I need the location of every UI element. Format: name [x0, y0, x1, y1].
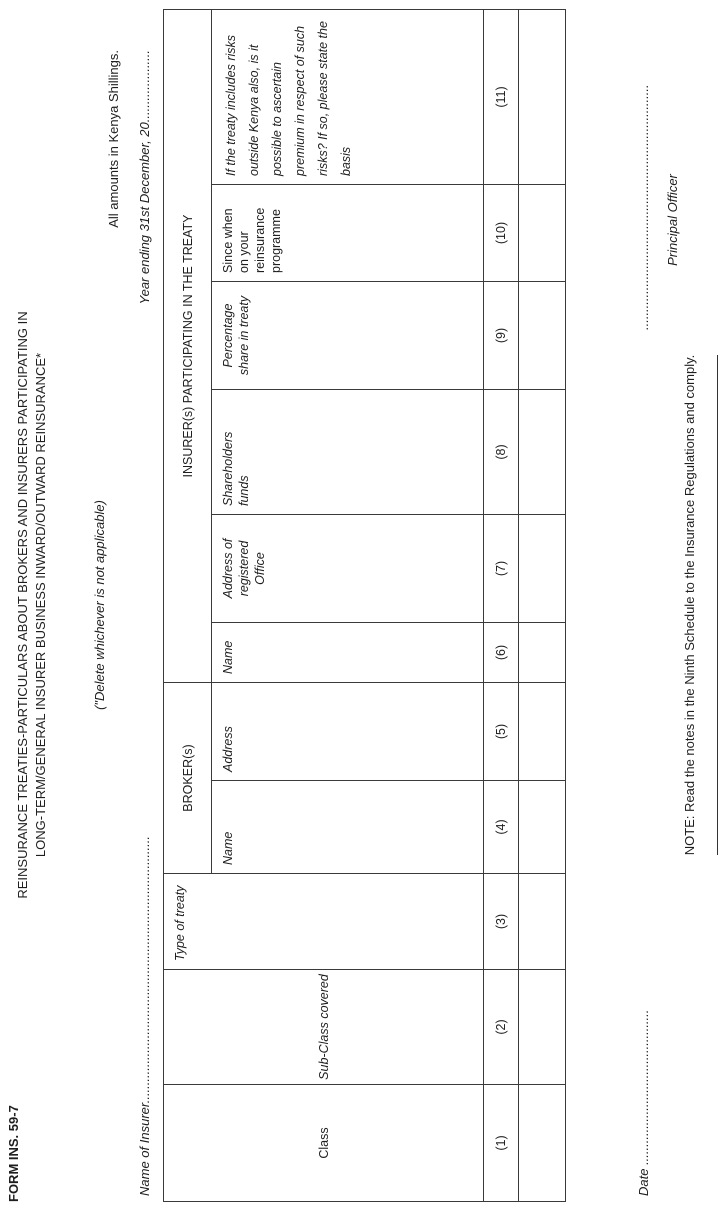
year-ending-field: Year ending 31st December, 20.................... — [137, 50, 152, 305]
header-group-row — [164, 10, 212, 1202]
col-type-of-treaty: Type of treaty — [164, 874, 484, 970]
col-number: (2) — [484, 970, 519, 1085]
principal-officer-label: Principal Officer — [665, 174, 680, 266]
col-broker-name: Name — [212, 781, 484, 874]
entry-cell-risks-outside[interactable] — [519, 10, 566, 185]
col-number: (7) — [484, 515, 519, 623]
col-since-when: Since when on your reinsurance programme — [212, 185, 484, 282]
col-risks-outside-kenya: If the treaty includes risks outside Kenya also, is it possible to ascertain premium in respect of such risks? If so, please state the basis — [212, 10, 484, 185]
date-field: Date ........................................... — [636, 1009, 651, 1196]
form-code: FORM INS. 59-7 — [6, 1105, 21, 1202]
col-number: (5) — [484, 683, 519, 781]
amounts-note: All amounts in Kenya Shillings. — [106, 50, 121, 228]
col-shareholders-funds: Shareholders funds — [212, 390, 484, 515]
entry-cell-class[interactable] — [519, 1085, 566, 1202]
title-line-2: LONG-TERM/GENERAL INSURER BUSINESS INWARD/OUTWARD REINSURANCE* — [33, 352, 48, 858]
name-of-insurer-field: Name of Insurer.......................................................................... — [137, 836, 152, 1196]
footer-note: NOTE: Read the notes in the Ninth Schedule to the Insurance Regulations and comply. — [682, 354, 697, 856]
entry-cell-insurer-name[interactable] — [519, 623, 566, 683]
entry-cell-broker-name[interactable] — [519, 781, 566, 874]
entry-cell-shareholders-funds[interactable] — [519, 390, 566, 515]
title-line-1: REINSURANCE TREATIES-PARTICULARS ABOUT BROKERS AND INSURERS PARTICIPATING IN — [15, 311, 30, 899]
col-number: (1) — [484, 1085, 519, 1202]
entry-cell-registered-office[interactable] — [519, 515, 566, 623]
entry-cell-type[interactable] — [519, 874, 566, 970]
entry-cell-broker-address[interactable] — [519, 683, 566, 781]
col-class: Class — [164, 1085, 484, 1202]
col-broker-address: Address — [212, 683, 484, 781]
entry-cell-since-when[interactable] — [519, 185, 566, 282]
column-number-row — [484, 10, 519, 1202]
footer-rule — [717, 355, 718, 855]
col-number: (3) — [484, 874, 519, 970]
col-number: (4) — [484, 781, 519, 874]
col-number: (10) — [484, 185, 519, 282]
col-number: (11) — [484, 10, 519, 185]
col-number: (6) — [484, 623, 519, 683]
delete-note: ("Delete whichever is not applicable) — [92, 500, 107, 710]
col-subclass: Sub-Class covered — [164, 970, 484, 1085]
col-percentage-share: Percentage share in treaty — [212, 282, 484, 390]
col-number: (9) — [484, 282, 519, 390]
entry-cell-percentage-share[interactable] — [519, 282, 566, 390]
entry-row[interactable] — [519, 10, 566, 1202]
form-title — [14, 0, 50, 1210]
signature-line: .................................................................... — [636, 84, 651, 330]
treaty-table — [163, 9, 566, 1202]
entry-cell-subclass[interactable] — [519, 970, 566, 1085]
insurers-group-header: INSURER(s) PARTICIPATING IN THE TREATY — [164, 10, 212, 683]
col-registered-office: Address of registered Office — [212, 515, 484, 623]
col-insurer-name: Name — [212, 623, 484, 683]
col-number: (8) — [484, 390, 519, 515]
brokers-group-header: BROKER(s) — [164, 683, 212, 874]
